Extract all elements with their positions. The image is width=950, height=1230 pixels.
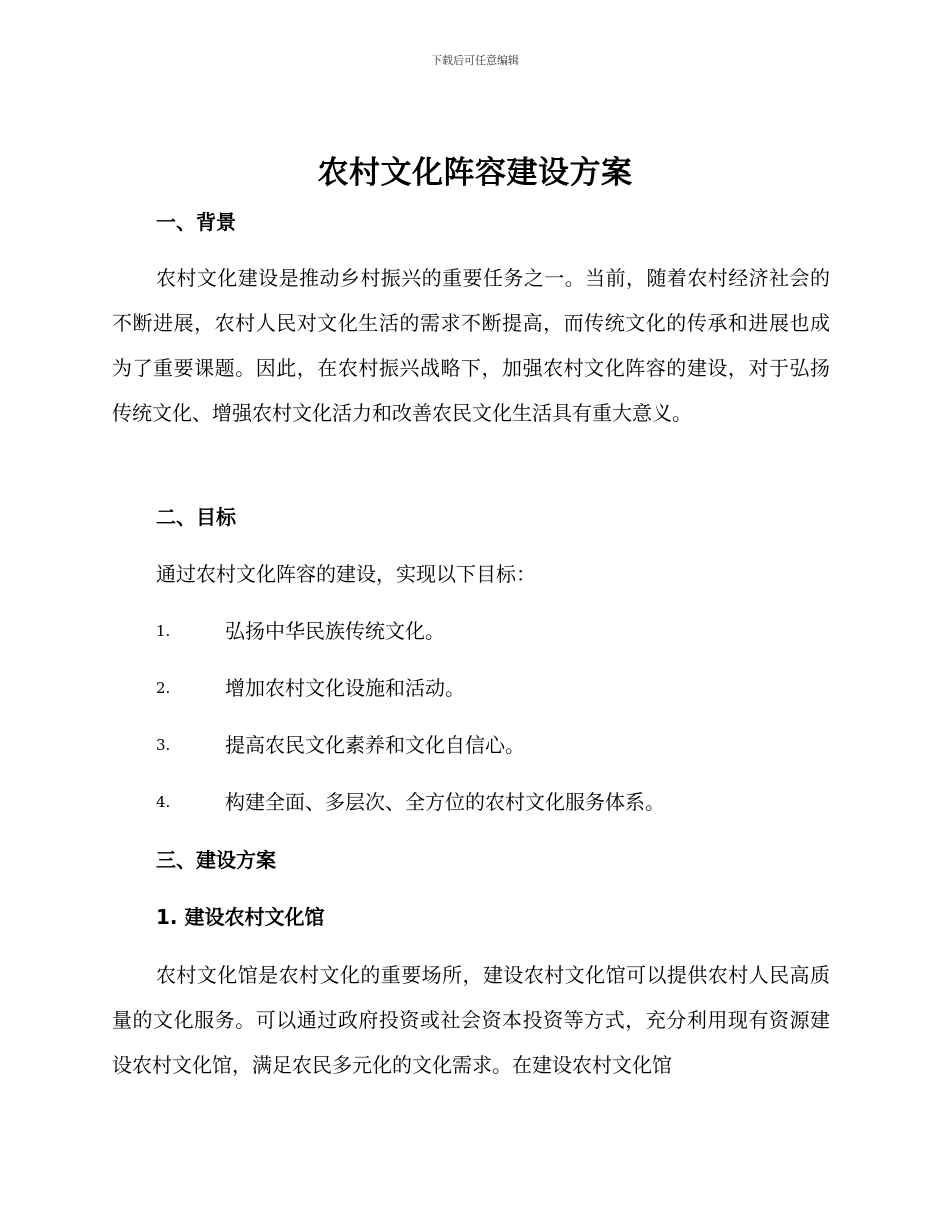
subsection-heading-cultural-center: 1. 建设农村文化馆 [156, 905, 325, 929]
list-item-text: 弘扬中华民族传统文化。 [225, 619, 445, 643]
list-item-number: 4. [156, 793, 171, 811]
list-item-text: 提高农民文化素养和文化自信心。 [225, 733, 525, 757]
section-heading-plan: 三、建设方案 [156, 848, 276, 872]
background-paragraph: 农村文化建设是推动乡村振兴的重要任务之一。当前，随着农村经济社会的不断进展，农村人民对文化生活的需求不断提高，而传统文化的传承和进展也成为了重要课题。因此，在农村振兴战略下，加强农村文化阵容的建设，对于弘扬传统文化、增强农村文化活力和改善农民文化生活具有重大意义。 [112, 266, 830, 425]
goal-list-item [156, 674, 856, 702]
list-item-number: 2. [156, 679, 171, 697]
goal-list-item [156, 731, 856, 759]
header-note: 下载后可任意编辑 [431, 54, 519, 67]
cultural-center-paragraph: 农村文化馆是农村文化的重要场所，建设农村文化馆可以提供农村人民高质量的文化服务。可以通过政府投资或社会资本投资等方式，充分利用现有资源建设农村文化馆，满足农民多元化的文化需求。在建设农村文化馆 [112, 963, 830, 1077]
document-title: 农村文化阵容建设方案 [317, 155, 633, 191]
list-item-number: 1. [156, 622, 171, 640]
section-heading-background: 一、背景 [156, 210, 236, 234]
list-item-number: 3. [156, 736, 171, 754]
section-heading-goals: 二、目标 [156, 505, 236, 529]
goal-list-item [156, 788, 856, 816]
goal-list-item [156, 617, 856, 645]
list-item-text: 增加农村文化设施和活动。 [225, 676, 465, 700]
list-item-text: 构建全面、多层次、全方位的农村文化服务体系。 [225, 790, 665, 814]
goals-intro: 通过农村文化阵容的建设，实现以下目标： [156, 562, 536, 586]
